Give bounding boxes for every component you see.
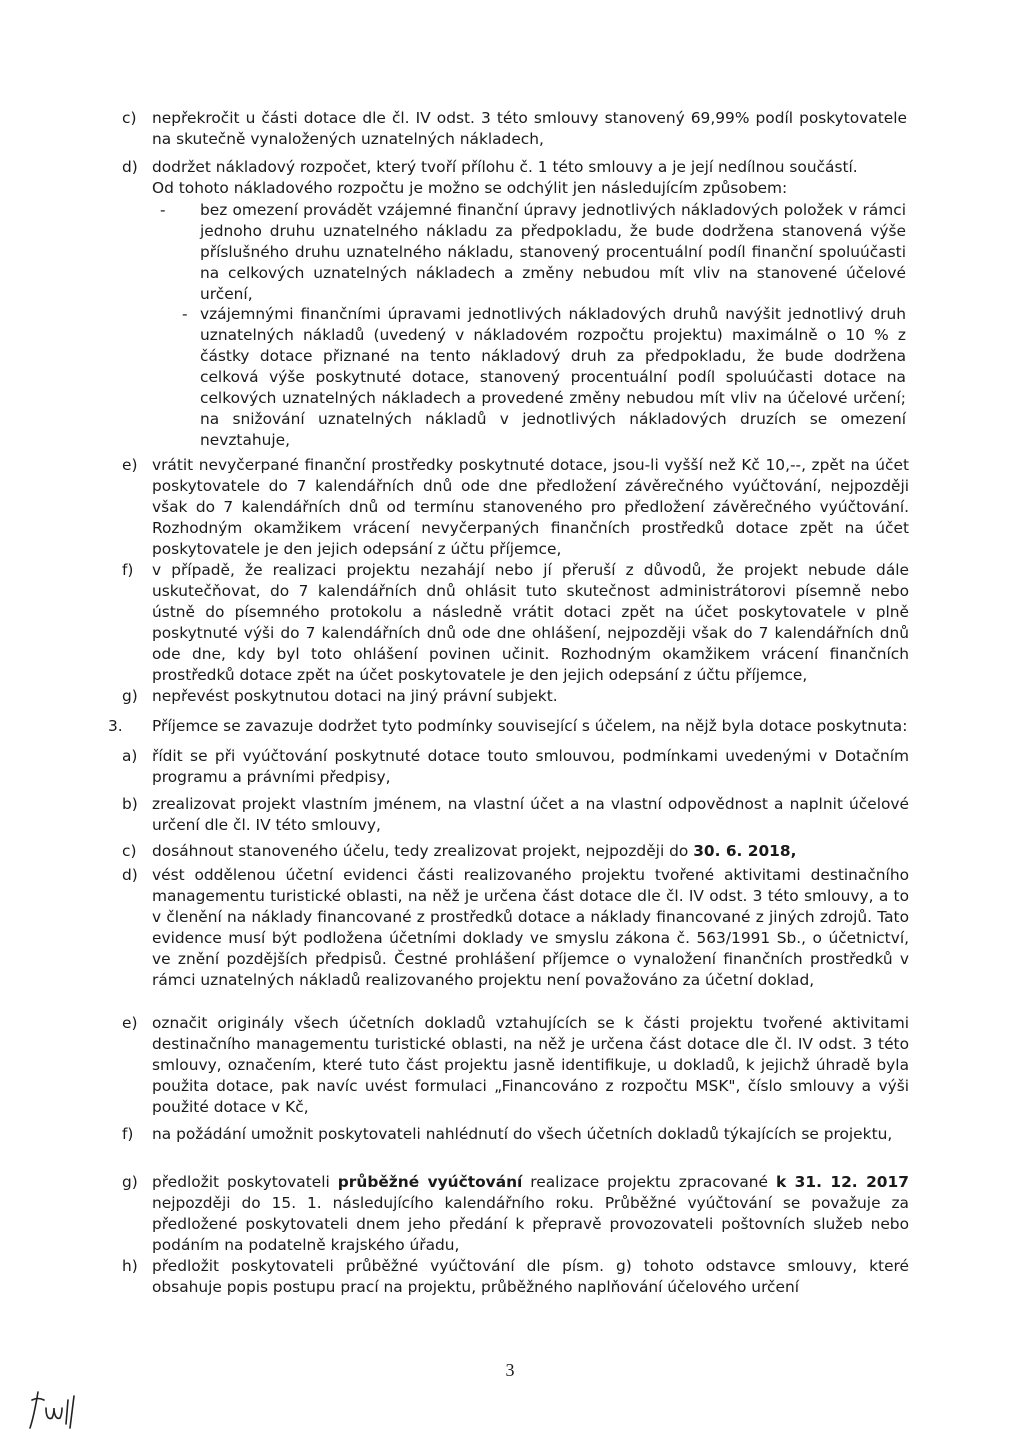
- paragraph-3c: dosáhnout stanoveného účelu, tedy zrealizovat projekt, nejpozději do 30. 6. 2018,: [152, 842, 797, 860]
- item-label-3e: e): [122, 1014, 138, 1032]
- paragraph-3b: zrealizovat projekt vlastním jménem, na vlastní účet a na vlastní odpovědnost a naplnit účelové určení dle čl. IV této smlouvy,: [152, 795, 909, 834]
- item-label-2d: d): [122, 158, 138, 176]
- handwritten-initials-signature: [24, 1388, 94, 1432]
- item-label-2c: c): [122, 109, 137, 127]
- paragraph-2g: nepřevést poskytnutou dotaci na jiný právní subjekt.: [152, 687, 558, 705]
- paragraph-3e: označit originály všech účetních dokladů vztahujících se k části projektu tvořené aktivitami destinačního managementu turistické oblasti, na něž je určena část dotace dle čl. IV odst. 3 této smlouvy, označením, které tuto část projektu jasně identifikuje, u dokladů, k jejichž úhradě byla použita dotace, pak navíc uvést formulaci „Financováno z rozpočtu MSK", číslo smlouvy a výši použité dotace v Kč,: [152, 1014, 909, 1116]
- paragraph-3f: na požádání umožnit poskytovateli nahlédnutí do všech účetních dokladů týkajících se projektu,: [152, 1125, 893, 1143]
- dash-bullet: -: [160, 201, 166, 219]
- dash-bullet: -: [182, 305, 188, 323]
- paragraph-2e: vrátit nevyčerpané finanční prostředky poskytnuté dotace, jsou-li vyšší než Kč 10,--, zpět na účet poskytovatele do 7 kalendářních dnů ode dne předložení závěrečného vyúčtování, nejpozději však do 7 kalendářních dnů od termínu stanoveného pro předložení závěrečného vyúčtování. Rozhodným okamžikem vrácení nevyčerpaných finančních prostředků dotace zpět na účet poskytovatele je den jejich odepsání z účtu příjemce,: [152, 456, 909, 558]
- dash-item-1: bez omezení provádět vzájemné finanční úpravy jednotlivých nákladových položek v rámci jednoho druhu uznatelného nákladu za předpokladu, že bude dodržena stanovená výše příslušného druhu uznatelného nákladu, stanovený procentuální podíl finanční spoluúčasti na celkových uznatelných nákladech a změny nebudou mít vliv na stanovené účelové určení,: [200, 201, 906, 303]
- item-label-3g: g): [122, 1173, 138, 1191]
- item-label-3d: d): [122, 866, 138, 884]
- paragraph-3a: řídit se při vyúčtování poskytnuté dotace touto smlouvou, podmínkami uvedenými v Dotačním programu a právními předpisy,: [152, 747, 909, 786]
- paragraph-2d: dodržet nákladový rozpočet, který tvoří přílohu č. 1 této smlouvy a je její nedílnou součástí. Od tohoto nákladového rozpočtu je možno se odchýlit jen následujícím způsobem:: [152, 158, 858, 197]
- point-number-3: 3.: [108, 717, 123, 735]
- item-label-2f: f): [122, 561, 134, 579]
- dash-item-2: vzájemnými finančními úpravami jednotlivých nákladových druhů navýšit jednotlivý druh uznatelných nákladů (uvedený v nákladovém rozpočtu projektu) maximálně o 10 % z částky dotace přiznané na tento nákladový druh za předpokladu, že bude dodržena celková výše poskytnuté dotace, stanovený procentuální podíl spoluúčasti dotace na celkových uznatelných nákladech a provedené změny nebudou mít vliv na účelové určení; na snižování uznatelných nákladů v jednotlivých nákladových druzích se omezení nevztahuje,: [200, 305, 906, 449]
- paragraph-3d: vést oddělenou účetní evidenci části realizovaného projektu tvořené aktivitami destinačního managementu turistické oblasti, na něž je určena část dotace dle čl. IV odst. 3 této smlouvy, a to v členění na náklady financované z prostředků dotace a náklady financované z jiných zdrojů. Tato evidence musí být podložena účetními doklady ve smyslu zákona č. 563/1991 Sb., o účetnictví, ve znění pozdějších předpisů. Čestné prohlášení příjemce o vynaložení finančních prostředků v rámci uznatelných nákladů realizovaného projektu není považováno za účetní doklad,: [152, 866, 909, 989]
- item-label-3c: c): [122, 842, 137, 860]
- paragraph-2f: v případě, že realizaci projektu nezahájí nebo jí přeruší z důvodů, že projekt nebude dále uskutečňovat, do 7 kalendářních dnů ohlásit tuto skutečnost administrátorovi písemně nebo ústně do písemného protokolu a následně vrátit dotaci zpět na účet poskytovatele v plně poskytnuté výši do 7 kalendářních dnů ode dne ohlášení, nejpozději však do 7 kalendářních dnů ode dne, kdy byl toto ohlášení povinen učinit. Rozhodným okamžikem vrácení finančních prostředků dotace zpět na účet poskytovatele je den jejich odepsání z účtu příjemce,: [152, 561, 909, 684]
- item-label-3b: b): [122, 795, 138, 813]
- paragraph-3h: předložit poskytovateli průběžné vyúčtování dle písm. g) tohoto odstavce smlouvy, které obsahuje popis postupu prací na projektu, průběžného naplňování účelového určení: [152, 1257, 909, 1296]
- paragraph-3g: předložit poskytovateli průběžné vyúčtování realizace projektu zpracované k 31. 12. 2017 nejpozději do 15. 1. následujícího kalendářního roku. Průběžné vyúčtování se považuje za předložené poskytovateli dnem jeho předání k přepravě provozovateli poštovních služeb nebo podáním na podatelně krajského úřadu,: [152, 1173, 909, 1254]
- item-label-3h: h): [122, 1257, 138, 1275]
- item-label-3a: a): [122, 747, 138, 765]
- paragraph-3-intro: Příjemce se zavazuje dodržet tyto podmínky související s účelem, na nějž byla dotace poskytnuta:: [152, 717, 908, 735]
- item-label-3f: f): [122, 1125, 134, 1143]
- item-label-2e: e): [122, 456, 138, 474]
- item-label-2g: g): [122, 687, 138, 705]
- page-number: 3: [505, 1360, 515, 1380]
- paragraph-2c: nepřekročit u části dotace dle čl. IV odst. 3 této smlouvy stanovený 69,99% podíl poskytovatele na skutečně vynaložených uznatelných nákladech,: [152, 109, 907, 148]
